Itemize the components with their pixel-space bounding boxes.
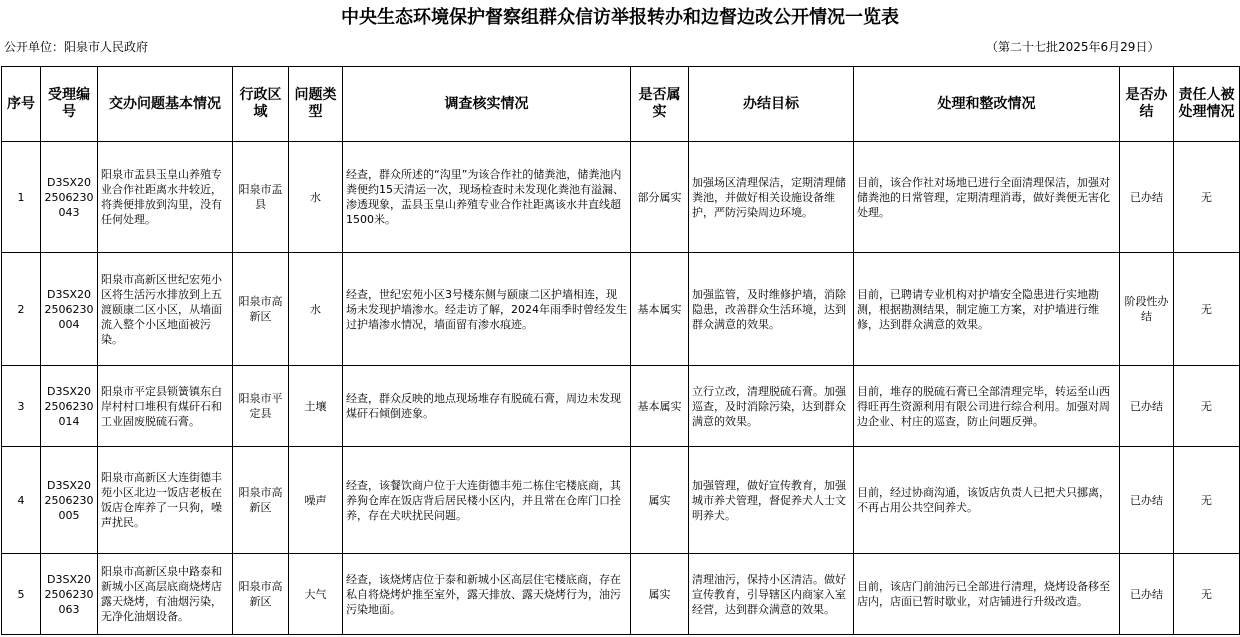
cell-truth: 属实 <box>631 554 689 635</box>
table-row <box>2 554 1240 635</box>
header-row <box>2 67 1240 142</box>
cell-done: 阶段性办结 <box>1120 253 1174 366</box>
header-no: 序号 <box>2 67 41 142</box>
cell-investigation: 经查，群众所述的“沟里”为该合作社的储粪池，储粪池内粪便约15天清运一次，现场检查时未发现化粪池有溢漏、渗透现象，盂县玉皇山养殖专业合作社距离该水井直线超1500米。 <box>343 142 631 253</box>
page-title: 中央生态环境保护督察组群众信访举报转办和边督边改公开情况一览表 <box>341 7 899 28</box>
cell-id: D3SX202506230063 <box>41 554 98 635</box>
table-row <box>2 447 1240 554</box>
cell-no: 4 <box>2 447 41 554</box>
cell-punish: 无 <box>1174 253 1240 366</box>
header-punish: 责任人被处理情况 <box>1174 67 1240 142</box>
cell-handling: 目前，经过协商沟通，该饭店负责人已把犬只挪离，不再占用公共空间养犬。 <box>854 447 1120 554</box>
cell-punish: 无 <box>1174 554 1240 635</box>
header-truth: 是否属实 <box>631 67 689 142</box>
cell-issue: 阳泉市高新区世纪宏苑小区将生活污水排放到上五渡颐康二区小区，从墙面流入整个小区地面被污染。 <box>98 253 233 366</box>
table-row <box>2 253 1240 366</box>
cell-no: 5 <box>2 554 41 635</box>
batch-date: （第二十七批2025年6月29日） <box>986 40 1160 54</box>
cell-done: 已办结 <box>1120 366 1174 447</box>
cell-region: 阳泉市平定县 <box>233 366 289 447</box>
cell-no: 1 <box>2 142 41 253</box>
cell-punish: 无 <box>1174 447 1240 554</box>
cell-issue: 阳泉市盂县玉皇山养殖专业合作社距离水井较近，将粪便排放到沟里，没有任何处理。 <box>98 142 233 253</box>
cell-id: D3SX202506230005 <box>41 447 98 554</box>
header-issue: 交办问题基本情况 <box>98 67 233 142</box>
header-region: 行政区域 <box>233 67 289 142</box>
cell-punish: 无 <box>1174 366 1240 447</box>
cell-goal: 清理油污，保持小区清洁。做好宣传教育，引导辖区内商家入室经营，达到群众满意的效果。 <box>689 554 854 635</box>
header-investigation: 调查核实情况 <box>343 67 631 142</box>
cell-done: 已办结 <box>1120 554 1174 635</box>
cell-issue: 阳泉市平定县锁簧镇东白岸村村口堆积有煤矸石和工业固废脱硫石膏。 <box>98 366 233 447</box>
cell-goal: 加强监管，及时维修护墙，消除隐患，改善群众生活环境，达到群众满意的效果。 <box>689 253 854 366</box>
cell-region: 阳泉市高新区 <box>233 447 289 554</box>
cell-truth: 部分属实 <box>631 142 689 253</box>
cell-id: D3SX202506230014 <box>41 366 98 447</box>
cell-region: 阳泉市高新区 <box>233 253 289 366</box>
cell-truth: 基本属实 <box>631 366 689 447</box>
cell-truth: 基本属实 <box>631 253 689 366</box>
header-type: 问题类型 <box>289 67 343 142</box>
header-handling: 处理和整改情况 <box>854 67 1120 142</box>
header-id: 受理编号 <box>41 67 98 142</box>
cell-no: 2 <box>2 253 41 366</box>
cell-truth: 属实 <box>631 447 689 554</box>
cell-no: 3 <box>2 366 41 447</box>
publishing-unit: 公开单位：阳泉市人民政府 <box>4 40 149 54</box>
cell-goal: 加强管理，做好宣传教育，加强城市养犬管理，督促养犬人士文明养犬。 <box>689 447 854 554</box>
cell-handling: 目前，已聘请专业机构对护墙安全隐患进行实地勘测，根据勘测结果，制定施工方案，对护墙进行维修，达到群众满意的效果。 <box>854 253 1120 366</box>
cell-handling: 目前，该店门前油污已全部进行清理，烧烤设备移至店内，店面已暂时歇业，对店铺进行升级改造。 <box>854 554 1120 635</box>
cell-issue: 阳泉市高新区大连街德丰苑小区北边一饭店老板在饭店仓库养了一只狗，噪声扰民。 <box>98 447 233 554</box>
cell-handling: 目前，堆存的脱硫石膏已全部清理完毕，转运至山西得旺再生资源利用有限公司进行综合利用。加强对周边企业、村庄的巡查，防止问题反弹。 <box>854 366 1120 447</box>
cell-type: 水 <box>289 253 343 366</box>
cell-done: 已办结 <box>1120 447 1174 554</box>
header-done: 是否办结 <box>1120 67 1174 142</box>
cell-issue: 阳泉市高新区泉中路泰和新城小区高层底商烧烤店露天烧烤，有油烟污染，无净化油烟设备。 <box>98 554 233 635</box>
cell-id: D3SX202506230004 <box>41 253 98 366</box>
cell-type: 土壤 <box>289 366 343 447</box>
cell-punish: 无 <box>1174 142 1240 253</box>
cell-handling: 目前，该合作社对场地已进行全面清理保洁，加强对储粪池的日常管理，定期清理消毒，做好粪便无害化处理。 <box>854 142 1120 253</box>
cell-goal: 立行立改，清理脱硫石膏。加强巡查，及时消除污染，达到群众满意的效果。 <box>689 366 854 447</box>
cell-id: D3SX202506230043 <box>41 142 98 253</box>
cell-investigation: 经查，群众反映的地点现场堆存有脱硫石膏，周边未发现煤矸石倾倒迹象。 <box>343 366 631 447</box>
header-goal: 办结目标 <box>689 67 854 142</box>
cell-investigation: 经查，该烧烤店位于泰和新城小区高层住宅楼底商，存在私自将烧烤炉推至室外，露天排放、露天烧烤行为，油污污染地面。 <box>343 554 631 635</box>
complaint-table <box>1 66 1240 635</box>
cell-investigation: 经查，世纪宏苑小区3号楼东侧与颐康二区护墙相连，现场未发现护墙渗水。经走访了解，2024年雨季时曾经发生过护墙渗水情况，墙面留有渗水痕迹。 <box>343 253 631 366</box>
table-row <box>2 142 1240 253</box>
cell-investigation: 经查，该餐饮商户位于大连街德丰苑二栋住宅楼底商，其养狗仓库在饭店背后居民楼小区内，并且常在仓库门口拴养，存在犬吠扰民问题。 <box>343 447 631 554</box>
cell-type: 噪声 <box>289 447 343 554</box>
cell-region: 阳泉市高新区 <box>233 554 289 635</box>
table-row <box>2 366 1240 447</box>
cell-region: 阳泉市盂县 <box>233 142 289 253</box>
cell-type: 水 <box>289 142 343 253</box>
cell-type: 大气 <box>289 554 343 635</box>
cell-goal: 加强场区清理保洁，定期清理储粪池，并做好相关设施设备维护，严防污染周边环境。 <box>689 142 854 253</box>
cell-done: 已办结 <box>1120 142 1174 253</box>
